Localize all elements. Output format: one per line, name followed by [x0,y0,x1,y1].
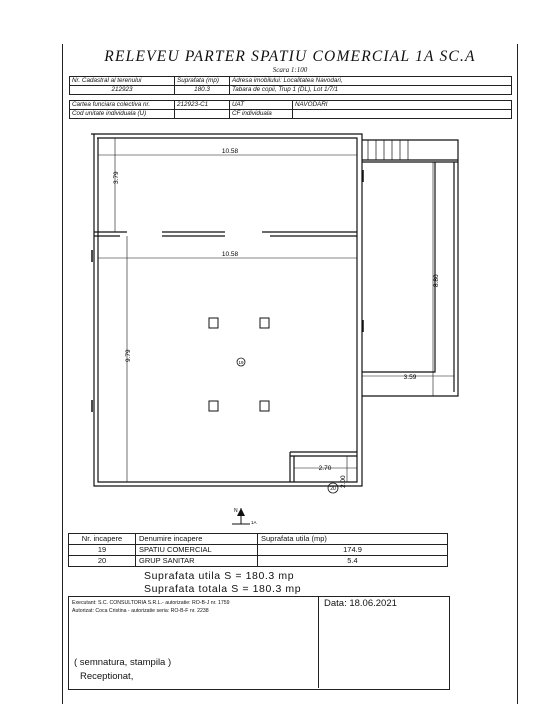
inner-wall [97,138,357,482]
cf-label: Cartea funciara colectiva nr. [70,101,175,110]
dim-mid-width: 10.58 [221,251,239,258]
room-name: SPATIU COMERCIAL [136,545,258,556]
room-name: GRUP SANITAR [136,556,258,567]
room-19-number: 19 [238,360,244,365]
executant-line: Executant: S.C. CONSULTORIA S.R.L.- autorizatie: RO-B-J nr. 1759 [72,600,230,606]
dim-wc-width: 2.70 [318,465,332,472]
dim-upper-height: 3.79 [113,171,120,184]
outer-wall [91,134,362,486]
total-useful-area: Suprafata utila S = 180.3 mp [144,570,295,582]
unit-label: Cod unitate individuala (U) [70,110,175,119]
drawing-scale: Scara 1:100 [272,66,308,74]
rooms-header-area: Suprafata utila (mp) [258,534,448,545]
address-value: Tabara de copii, Trup 1 (DL), Lot 1/7/1 [230,86,512,95]
rooms-table [68,533,448,567]
dim-right-height: 8.80 [433,274,440,287]
room-nr: 20 [69,556,136,567]
rooms-header-nr: Nr. incapere [69,534,136,545]
signature-divider [318,596,319,688]
entrance-label: 1A [251,520,257,525]
address-label: Adresa imobilului: Localitatea Navodari, [230,77,512,86]
cf-ind-label: CF individuala [230,110,293,119]
receptionat-label: Receptionat, [80,671,134,682]
table-row [69,545,448,556]
signature-label: ( semnatura, stampila ) [74,657,172,668]
cad-value: 212923 [70,86,175,95]
cad-label: Nr. Cadastral al terenului [70,77,175,86]
dim-wc-height: 2.00 [340,475,347,488]
dim-right-width: 3.59 [403,374,417,381]
area-label: Suprafata (mp) [175,77,230,86]
room-20-number: 20 [330,486,336,492]
table-row [69,556,448,567]
north-label: N [234,508,238,514]
dividing-wall [94,232,357,236]
room-area: 5.4 [258,556,448,567]
drawing-title: RELEVEU PARTER SPATIU COMERCIAL 1A SC.A [104,48,476,65]
date-line: Data: 18.06.2021 [324,598,397,609]
uat-value: NAVODARI [293,101,512,110]
area-value: 180.3 [175,86,230,95]
rooms-header-name: Denumire incapere [136,534,258,545]
right-annex [362,140,458,396]
uat-label: UAT [230,101,293,110]
total-area: Suprafata totala S = 180.3 mp [144,583,302,595]
room-nr: 19 [69,545,136,556]
room-area: 174.9 [258,545,448,556]
cf-value: 212923-C1 [175,101,230,110]
autorizat-line: Autorizat: Coca Cristina - autorizatie seria: RO-B-F nr. 2238 [72,608,209,614]
dim-main-height: 9.79 [125,349,132,362]
dim-top-width: 10.58 [221,148,239,155]
